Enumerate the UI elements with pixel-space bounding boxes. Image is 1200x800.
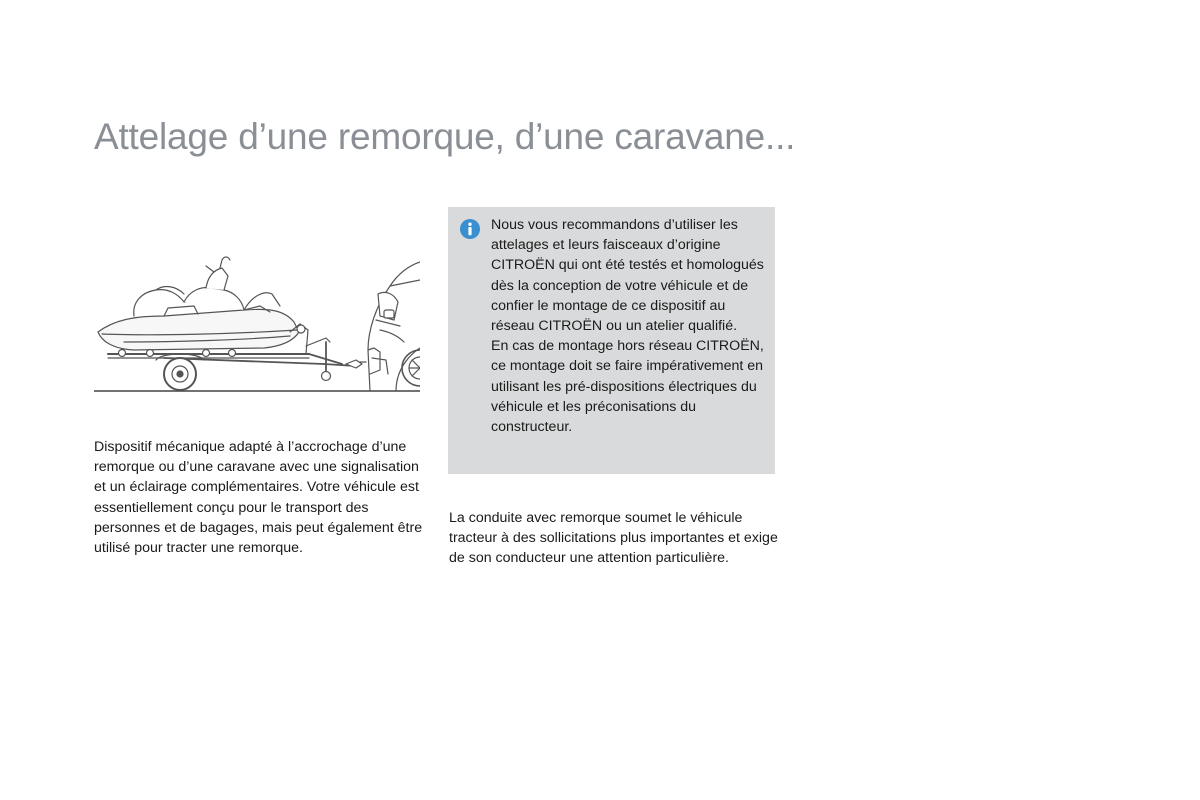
- info-paragraph-outside-network: En cas de montage hors réseau CITROËN, ce montage doit se faire impérativement en utilisant les pré-dispositions électriques du véhicule et les préconisations du constructeur.: [491, 338, 764, 436]
- info-icon: [460, 219, 480, 239]
- trailer-illustration: [94, 250, 420, 395]
- driving-note: La conduite avec remorque soumet le véhicule tracteur à des sollicitations plus importantes et exige de son conducteur une attention particulière.: [449, 510, 778, 567]
- info-text: [491, 215, 769, 437]
- hitch-description: Dispositif mécanique adapté à l’accrochage d’une remorque ou d’une caravane avec une signalisation et un éclairage complémentaires. Votre véhicule est essentiellement conçu pour le transport des personnes et de bagages, mais peut également être utilisé pour tracter une remorque.: [94, 439, 423, 557]
- info-paragraph-recommendation: Nous vous recommandons d’utiliser les attelages et leurs faisceaux d’origine CITROËN qui ont été testés et homologués dès la conception de votre véhicule et de confier le montage de ce dispositif au réseau CITROËN ou un atelier qualifié.: [491, 217, 764, 335]
- page-title: Attelage d’une remorque, d’une caravane...: [94, 116, 796, 157]
- recommendation-info-box: [448, 207, 775, 474]
